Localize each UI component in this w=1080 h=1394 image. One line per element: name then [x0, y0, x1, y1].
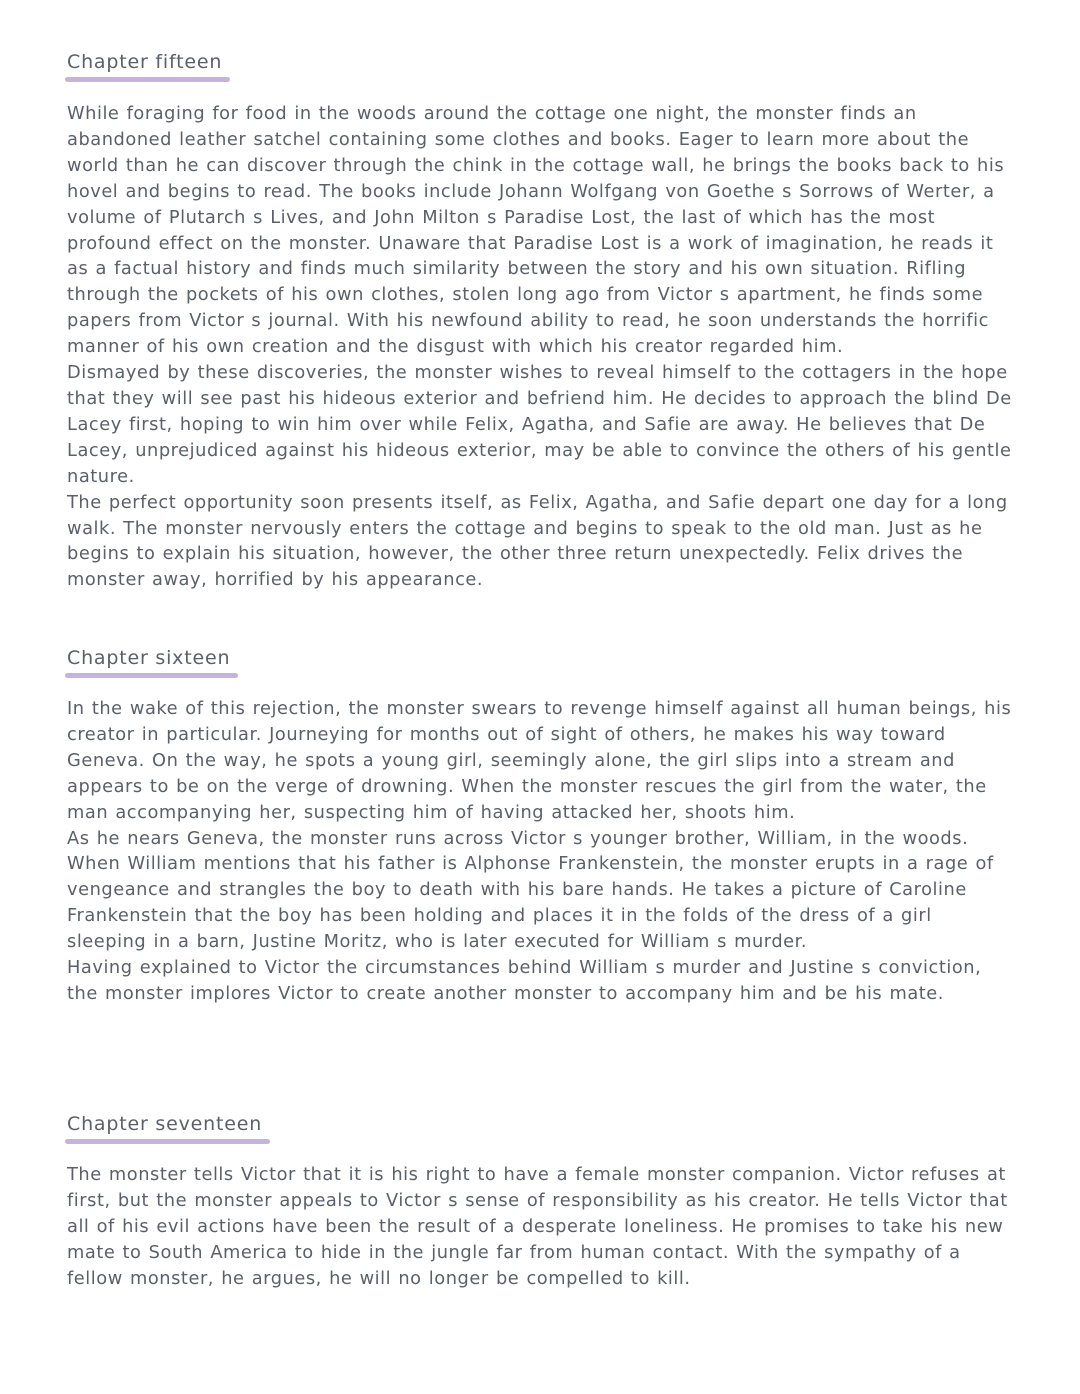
chapter-sixteen-paragraph-3: Having explained to Victor the circumstances behind William s murder and Justine s conviction, the monster implores Victor to create another monster to accompany him and be his mate.	[67, 957, 982, 1004]
chapter-seventeen-body	[67, 1162, 1012, 1292]
chapter-seventeen-paragraph-1: The monster tells Victor that it is his right to have a female monster companion. Victor refuses at first, but the monster appeals to Victor s sense of responsibility as his creator. He tells Victor that all of his evil actions have been the result of a desperate loneliness. He promises to take his new mate to South America to hide in the jungle far from human contact. With the sympathy of a fellow monster, he argues, he will no longer be compelled to kill.	[67, 1164, 1008, 1289]
chapter-fifteen-paragraph-1: While foraging for food in the woods around the cottage one night, the monster finds an abandoned leather satchel containing some clothes and books. Eager to learn more about the world than he can discover through the chink in the cottage wall, he brings the books back to his hovel and begins to read. The books include Johann Wolfgang von Goethe s Sorrows of Werter, a volume of Plutarch s Lives, and John Milton s Paradise Lost, the last of which has the most profound effect on the monster. Unaware that Paradise Lost is a work of imagination, he reads it as a factual history and finds much similarity between the story and his own situation. Rifling through the pockets of his own clothes, stolen long ago from Victor s apartment, he finds some papers from Victor s journal. With his newfound ability to read, he soon understands the horrific manner of his own creation and the disgust with which his creator regarded him.	[67, 103, 1005, 358]
chapter-fifteen-paragraph-3: The perfect opportunity soon presents itself, as Felix, Agatha, and Safie depart one day for a long walk. The monster nervously enters the cottage and begins to speak to the old man. Just as he begins to explain his situation, however, the other three return unexpectedly. Felix drives the monster away, horrified by his appearance.	[67, 491, 1008, 591]
chapter-sixteen-body	[67, 696, 1012, 1007]
chapter-fifteen-heading: Chapter fifteen	[67, 50, 230, 76]
chapter-fifteen-paragraph-2: Dismayed by these discoveries, the monster wishes to reveal himself to the cottagers in the hope that they will see past his hideous exterior and befriend him. He decides to approach the blind De Lacey first, hoping to win him over while Felix, Agatha, and Safie are away. He believes that De Lacey, unprejudiced against his hideous exterior, may be able to convince the others of his gentle nature.	[67, 362, 1012, 487]
chapter-fifteen-body	[67, 101, 1012, 593]
chapter-sixteen-paragraph-2: As he nears Geneva, the monster runs across Victor s younger brother, William, in the woods. When William mentions that his father is Alphonse Frankenstein, the monster erupts in a rage of vengeance and strangles the boy to death with his bare hands. He takes a picture of Caroline Frankenstein that the boy has been holding and places it in the folds of the dress of a girl sleeping in a barn, Justine Moritz, who is later executed for William s murder.	[67, 827, 994, 953]
chapter-sixteen-heading: Chapter sixteen	[67, 646, 238, 672]
chapter-seventeen-heading: Chapter seventeen	[67, 1112, 270, 1138]
chapter-sixteen-paragraph-1: In the wake of this rejection, the monster swears to revenge himself against all human beings, his creator in particular. Journeying for months out of sight of others, he makes his way toward Geneva. On the way, he spots a young girl, seemingly alone, the girl slips into a stream and appears to be on the verge of drowning. When the monster rescues the girl from the water, the man accompanying her, suspecting him of having attacked her, shoots him.	[67, 698, 1012, 823]
